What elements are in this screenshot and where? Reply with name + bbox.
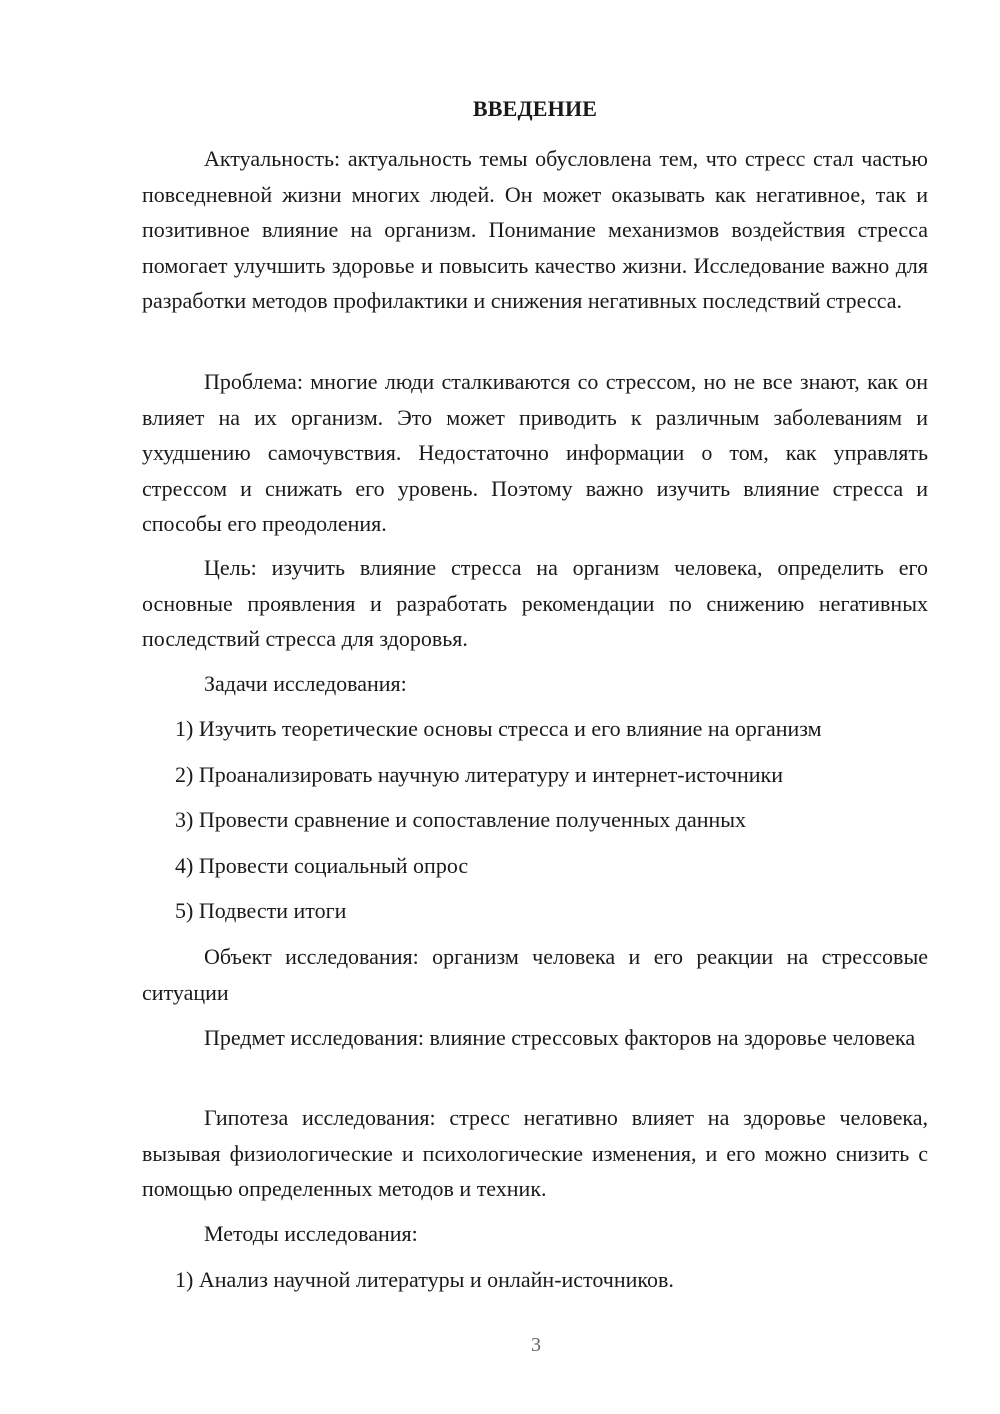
hypothesis-paragraph: Гипотеза исследования: стресс негативно влияет на здоровье человека, вызывая физиологические и психологические изменения, и его можно снизить с помощью определенных методов и техник. (142, 1105, 928, 1202)
method-item: 1) Анализ научной литературы и онлайн-источников. (175, 1267, 674, 1292)
task-item: 5) Подвести итоги (175, 898, 347, 923)
subject-paragraph: Предмет исследования: влияние стрессовых факторов на здоровье человека (204, 1025, 916, 1050)
task-item: 1) Изучить теоретические основы стресса и его влияние на организм (175, 716, 822, 741)
task-item: 3) Провести сравнение и сопоставление полученных данных (175, 807, 747, 832)
relevance-paragraph: Актуальность: актуальность темы обусловлена тем, что стресс стал частью повседневной жизни многих людей. Он может оказывать как негативное, так и позитивное влияние на организм. Понимание механизмов воздействия стресса помогает улучшить здоровье и повысить качество жизни. Исследование важно для разработки методов профилактики и снижения негативных последствий стресса. (142, 146, 928, 314)
task-item: 2) Проанализировать научную литературу и интернет-источники (175, 762, 783, 787)
methods-heading: Методы исследования: (204, 1221, 418, 1246)
problem-paragraph: Проблема: многие люди сталкиваются со стрессом, но не все знают, как он влияет на их организм. Это может приводить к различным заболеваниям и ухудшению самочувствия. Недостаточно информации о том, как управлять стрессом и снижать его уровень. Поэтому важно изучить влияние стресса и способы его преодоления. (142, 369, 928, 537)
goal-paragraph: Цель: изучить влияние стресса на организм человека, определить его основные проявления и разработать рекомендации по снижению негативных последствий стресса для здоровья. (142, 555, 928, 652)
task-item: 4) Провести социальный опрос (175, 853, 469, 878)
tasks-heading: Задачи исследования: (204, 671, 407, 696)
object-paragraph: Объект исследования: организм человека и его реакции на стрессовые ситуации (142, 944, 928, 1005)
section-heading: ВВЕДЕНИЕ (472, 96, 598, 121)
page-number: 3 (531, 1334, 541, 1356)
